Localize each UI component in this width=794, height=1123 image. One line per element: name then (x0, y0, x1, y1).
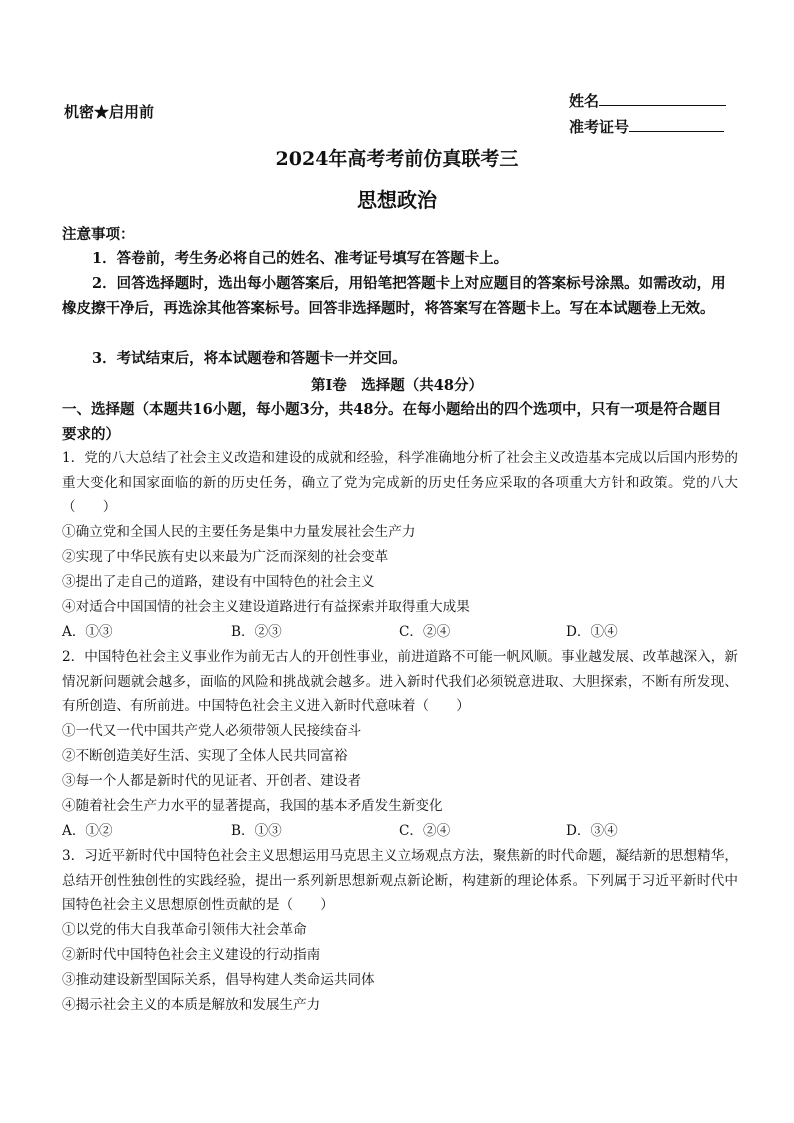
answer-choices (62, 620, 702, 644)
notes-heading: 注意事项： (62, 226, 135, 243)
section-title: 一、选择题（本题共16小题，每小题3分，共48分。在每小题给出的四个选项中，只有一项是符合题目要求的） (62, 401, 722, 443)
exam-id-blank-line (629, 117, 724, 132)
question-option: ①一代又一代中国共产党人必须带领人民接续奋斗 (62, 723, 362, 739)
question-option: ④揭示社会主义的本质是解放和发展生产力 (62, 997, 321, 1013)
question-option: ③提出了走自己的道路，建设有中国特色的社会主义 (62, 574, 375, 590)
question-option: ③推动建设新型国际关系，倡导构建人类命运共同体 (62, 972, 375, 988)
question-option: ④随着社会生产力水平的显著提高，我国的基本矛盾发生新变化 (62, 798, 443, 814)
choice-d: D．③④ (566, 823, 618, 839)
note-item: 3．考试结束后，将本试题卷和答题卡一并交回。 (92, 350, 407, 367)
choice-c: C．②④ (399, 624, 451, 640)
exam-id-field (569, 116, 724, 137)
question-option: ②不断创造美好生活、实现了全体人民共同富裕 (62, 748, 348, 764)
name-blank-line (599, 91, 726, 106)
subject-title: 思想政治 (357, 188, 437, 212)
name-label: 姓名 (569, 92, 600, 110)
name-field (569, 90, 726, 111)
question-stem: 3．习近平新时代中国特色社会主义思想运用马克思主义立场观点方法，聚焦新的时代命题，凝结新的思想精华，总结开创性独创性的实践经验，提出一系列新思想新观点新论断，构建新的理论体系。下列属于习近平新时代中国特色社会主义思想原创性贡献的是（ ） (62, 848, 738, 913)
confidential-label: 机密★启用前 (64, 103, 155, 121)
choice-b: B．②③ (231, 624, 282, 640)
question-option: ③每一个人都是新时代的见证者、开创者、建设者 (62, 773, 362, 789)
exam-id-label: 准考证号 (569, 118, 630, 136)
question-option: ②新时代中国特色社会主义建设的行动指南 (62, 947, 321, 963)
question-option: ①确立党和全国人民的主要任务是集中力量发展社会生产力 (62, 524, 416, 540)
choice-a: A．①② (62, 823, 113, 839)
note-item: 1．答卷前，考生务必将自己的姓名、准考证号填写在答题卡上。 (92, 250, 509, 267)
note-item: 2．回答选择题时，选出每小题答案后，用铅笔把答题卡上对应题目的答案标号涂黑。如需改动，用橡皮擦干净后，再选涂其他答案标号。回答非选择题时，将答案写在答题卡上。写在本试题卷上无效。 (62, 275, 726, 317)
question-stem: 2．中国特色社会主义事业作为前无古人的开创性事业，前进道路不可能一帆风顺。事业越发展、改革越深入，新情况新问题就会越多，面临的风险和挑战就会越多。进入新时代我们必须锐意进取、大胆探索，不断有所发现、有所创造、有所前进。中国特色社会主义进入新时代意味着（ ） (62, 649, 738, 714)
choice-b: B．①③ (231, 823, 282, 839)
question-option: ②实现了中华民族有史以来最为广泛而深刻的社会变革 (62, 549, 389, 565)
answer-choices (62, 819, 702, 843)
question-option: ①以党的伟大自我革命引领伟大社会革命 (62, 922, 307, 938)
choice-a: A．①③ (62, 624, 113, 640)
choice-c: C．②④ (399, 823, 451, 839)
part-title: 第Ⅰ卷 选择题（共48分） (311, 377, 483, 394)
question-stem: 1．党的八大总结了社会主义改造和建设的成就和经验，科学准确地分析了社会主义改造基本完成以后国内形势的重大变化和国家面临的新的历史任务，确立了党为完成新的历史任务应采取的各项重大方针和政策。党的八大（ ） (62, 450, 738, 515)
question-option: ④对适合中国国情的社会主义建设道路进行有益探索并取得重大成果 (62, 599, 470, 615)
choice-d: D．①④ (566, 624, 618, 640)
exam-title: 2024年高考考前仿真联考三 (275, 148, 519, 170)
